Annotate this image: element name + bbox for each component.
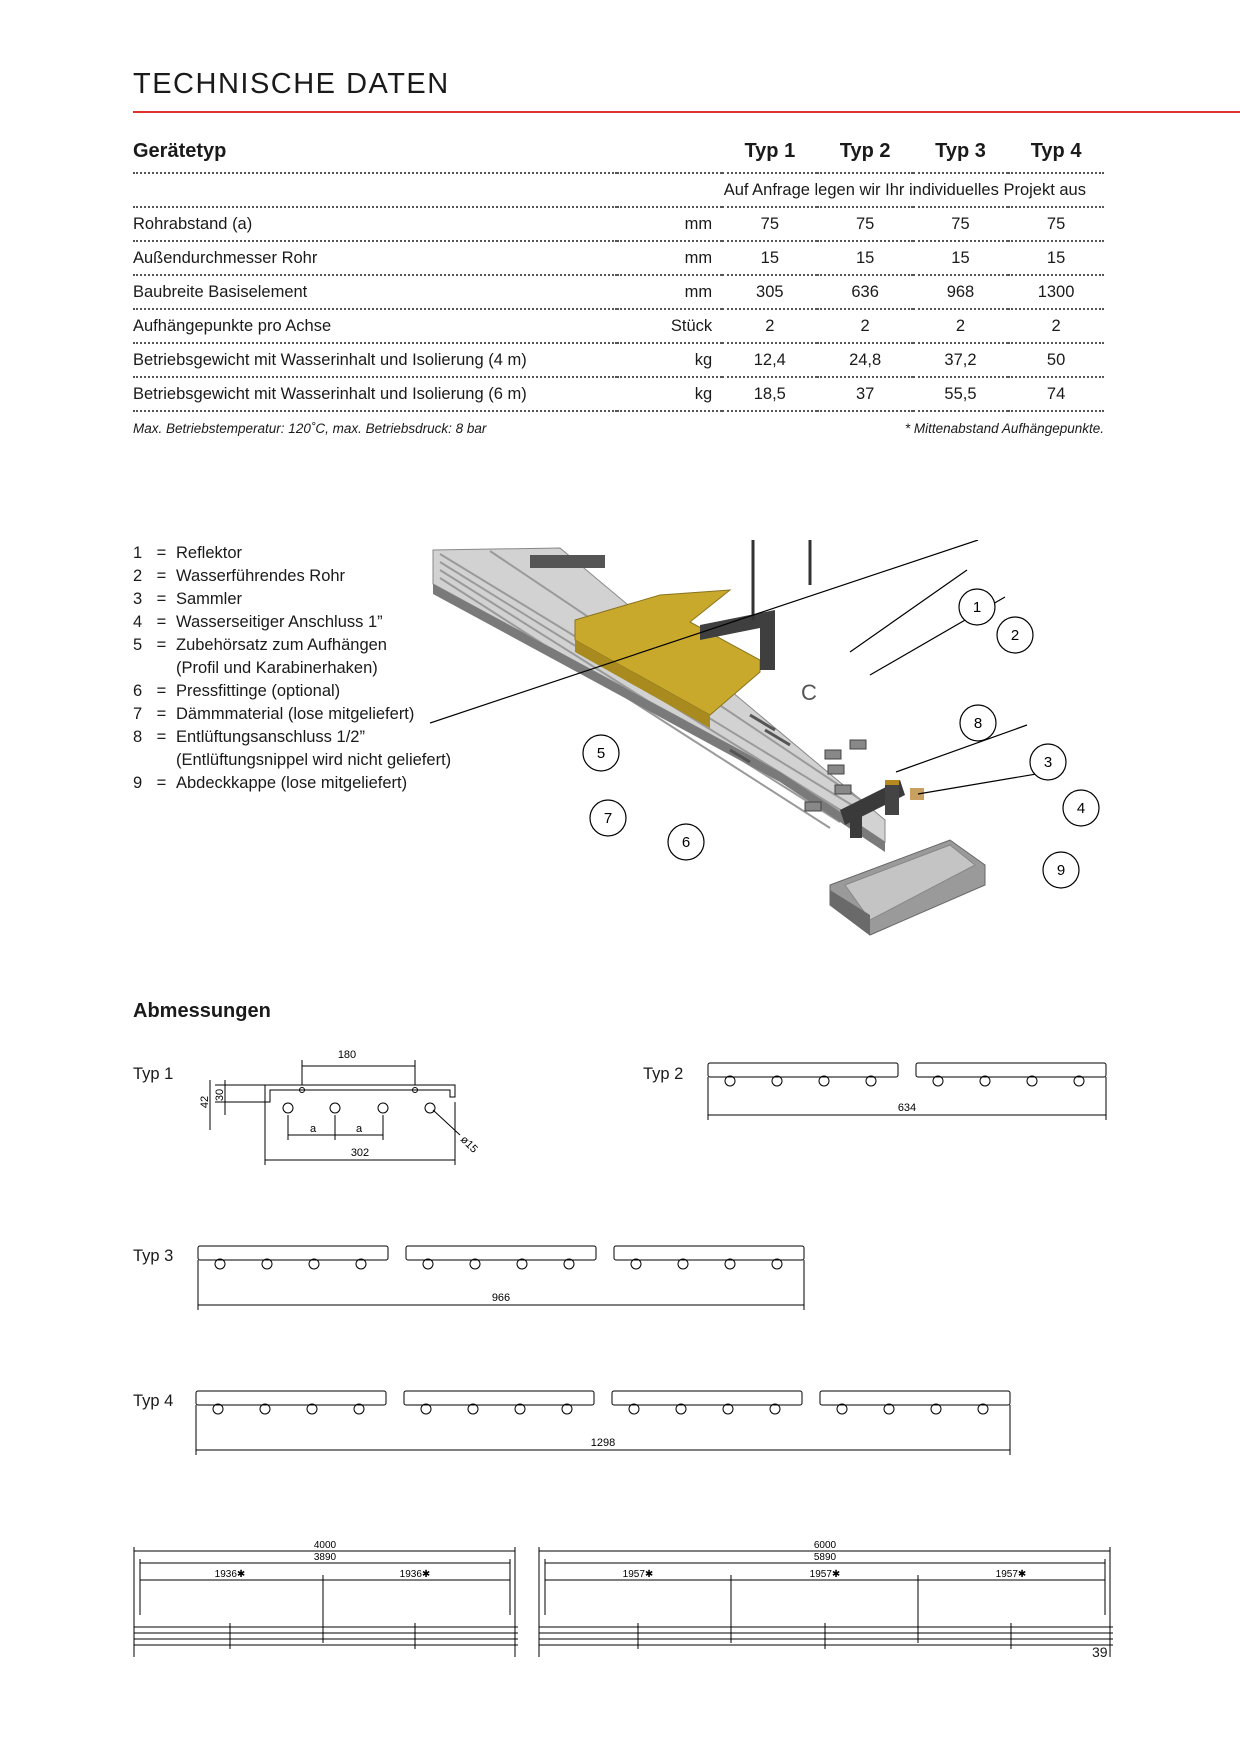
length-6000-drawing: [535, 1535, 1115, 1665]
dim-42: 42: [199, 1095, 211, 1109]
typ1-label: Typ 1: [133, 1065, 174, 1083]
cell-value: 75: [722, 207, 817, 241]
cell-value: 636: [817, 275, 912, 309]
row-unit: mm: [617, 241, 722, 275]
dim-1957-c: 1957✱: [995, 1569, 1027, 1580]
callout-label-8: 8: [973, 715, 983, 732]
cell-value: 1300: [1008, 275, 1104, 309]
typ2-drawing: [700, 1055, 1110, 1135]
table-note: Auf Anfrage legen wir Ihr individuelles Projekt aus: [133, 173, 1104, 207]
cell-value: 15: [722, 241, 817, 275]
cell-value: 75: [913, 207, 1008, 241]
table-row: [133, 309, 1104, 343]
typ3-drawing: [190, 1238, 810, 1318]
dim-5890: 5890: [813, 1552, 837, 1563]
table-header-row: [133, 130, 1104, 173]
dim-30: 30: [214, 1088, 226, 1102]
table-row: [133, 343, 1104, 377]
callout-label-5: 5: [596, 745, 606, 762]
carabiner-hook-icon: C: [801, 680, 817, 705]
row-unit: kg: [617, 377, 722, 411]
cell-value: 2: [722, 309, 817, 343]
dim-1936-a: 1936✱: [214, 1569, 246, 1580]
cell-value: 37,2: [913, 343, 1008, 377]
callout-label-9: 9: [1056, 862, 1066, 879]
row-label: Baubreite Basiselement: [133, 275, 617, 309]
exploded-view-illustration: [430, 540, 1100, 940]
header-typ1: Typ 1: [722, 130, 817, 173]
table-row: [133, 377, 1104, 411]
typ4-label: Typ 4: [133, 1392, 174, 1410]
page-title: TECHNISCHE DATEN: [133, 68, 450, 100]
legend-item: 2 = Wasserführendes Rohr: [133, 567, 346, 585]
callout-label-4: 4: [1076, 800, 1086, 817]
callout-label-7: 7: [603, 810, 613, 827]
typ2-label: Typ 2: [643, 1065, 684, 1083]
dim-634: 634: [897, 1102, 917, 1114]
row-unit: mm: [617, 207, 722, 241]
row-label: Betriebsgewicht mit Wasserinhalt und Isolierung (4 m): [133, 343, 617, 377]
cell-value: 24,8: [817, 343, 912, 377]
legend-item: 4 = Wasserseitiger Anschluss 1”: [133, 613, 383, 631]
cell-value: 12,4: [722, 343, 817, 377]
dim-1298: 1298: [590, 1437, 616, 1449]
dim-180: 180: [337, 1049, 357, 1061]
typ1-profile: [265, 1085, 455, 1102]
footnote-suspension-spacing: * Mittenabstand Aufhängepunkte.: [904, 421, 1104, 436]
cell-value: 15: [913, 241, 1008, 275]
length-4000-drawing: [130, 1535, 530, 1665]
suspension-profile: [530, 555, 605, 568]
header-geraetetyp: Gerätetyp: [133, 130, 617, 173]
end-cap: [830, 840, 985, 935]
legend-item: 6 = Pressfittinge (optional): [133, 682, 341, 700]
typ4-drawing: [188, 1383, 1018, 1463]
dim-diameter: ø15: [457, 1133, 480, 1156]
cell-value: 2: [913, 309, 1008, 343]
dimensions-heading: Abmessungen: [133, 1000, 271, 1022]
page-number: 39: [1092, 1644, 1108, 1660]
dim-a: a: [355, 1123, 363, 1135]
cell-value: 75: [1008, 207, 1104, 241]
table-row: [133, 241, 1104, 275]
cell-value: 74: [1008, 377, 1104, 411]
row-label: Rohrabstand (a): [133, 207, 617, 241]
cell-value: 37: [817, 377, 912, 411]
cell-value: 18,5: [722, 377, 817, 411]
header-typ4: Typ 4: [1008, 130, 1104, 173]
callout-label-2: 2: [1010, 627, 1020, 644]
typ1-drawing: [195, 1040, 495, 1180]
legend-item-continuation: (Entlüftungsnippel wird nicht geliefert): [176, 751, 452, 769]
legend-item: 3 = Sammler: [133, 590, 243, 608]
spec-table: [133, 130, 1104, 412]
table-row: [133, 207, 1104, 241]
cell-value: 50: [1008, 343, 1104, 377]
row-unit: kg: [617, 343, 722, 377]
dim-302: 302: [350, 1147, 370, 1159]
footnote-operating-limits: Max. Betriebstemperatur: 120˚C, max. Betriebsdruck: 8 bar: [133, 421, 487, 436]
dim-6000: 6000: [813, 1540, 837, 1551]
dim-a: a: [309, 1123, 317, 1135]
callout-label-3: 3: [1043, 754, 1053, 771]
cell-value: 75: [817, 207, 912, 241]
dim-1936-b: 1936✱: [399, 1569, 431, 1580]
dim-1957-a: 1957✱: [622, 1569, 654, 1580]
dim-1957-b: 1957✱: [809, 1569, 841, 1580]
cell-value: 15: [817, 241, 912, 275]
dim-4000: 4000: [313, 1540, 337, 1551]
callout-label-6: 6: [681, 834, 691, 851]
legend-item: 8 = Entlüftungsanschluss 1/2”: [133, 728, 365, 746]
legend-item: 1 = Reflektor: [133, 544, 243, 562]
parts-legend: [133, 542, 451, 795]
legend-item-continuation: (Profil und Karabinerhaken): [176, 659, 378, 677]
header-typ2: Typ 2: [817, 130, 912, 173]
row-label: Außendurchmesser Rohr: [133, 241, 617, 275]
header-typ3: Typ 3: [913, 130, 1008, 173]
cell-value: 2: [1008, 309, 1104, 343]
legend-item: 9 = Abdeckkappe (lose mitgeliefert): [133, 774, 408, 792]
row-label: Aufhängepunkte pro Achse: [133, 309, 617, 343]
cell-value: 2: [817, 309, 912, 343]
callout-label-1: 1: [972, 599, 982, 616]
dim-966: 966: [491, 1292, 511, 1304]
typ3-label: Typ 3: [133, 1247, 174, 1265]
row-unit: Stück: [617, 309, 722, 343]
cell-value: 15: [1008, 241, 1104, 275]
legend-item: 7 = Dämmmaterial (lose mitgeliefert): [133, 705, 415, 723]
cell-value: 305: [722, 275, 817, 309]
title-underline: [133, 111, 1240, 113]
cell-value: 968: [913, 275, 1008, 309]
row-label: Betriebsgewicht mit Wasserinhalt und Isolierung (6 m): [133, 377, 617, 411]
row-unit: mm: [617, 275, 722, 309]
dim-3890: 3890: [313, 1552, 337, 1563]
cell-value: 55,5: [913, 377, 1008, 411]
legend-item: 5 = Zubehörsatz zum Aufhängen: [133, 636, 387, 654]
table-note-row: [133, 173, 1104, 207]
table-row: [133, 275, 1104, 309]
